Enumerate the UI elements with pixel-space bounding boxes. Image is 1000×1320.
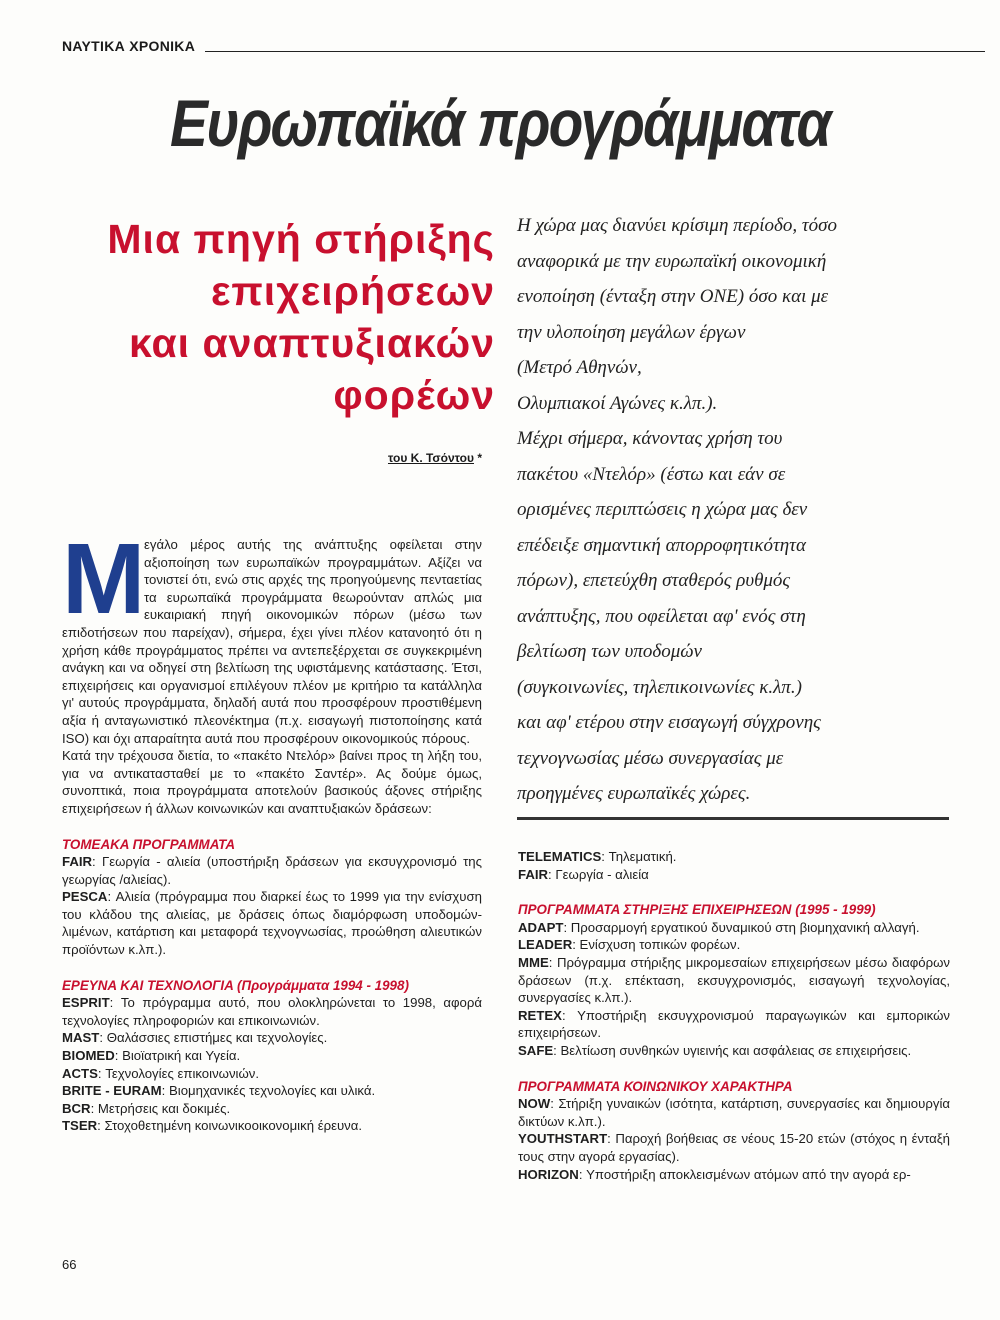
program-description: : Στήριξη γυναικών (ισότητα, κατάρτιση, συνεργασίες και δημιουργία δικτύων κ.λπ.). (518, 1096, 950, 1129)
program-code: SAFE (518, 1042, 554, 1058)
program-entry (518, 1095, 950, 1130)
program-description: : Πρόγραμμα στήριξης μικρομεσαίων επιχειρήσεων μέσω διαφόρων δράσεων (π.χ. επέκταση, εκσυγχρονισμός, εισαγωγή τεχνολογίας, συνεργασίες κ.λπ.). (518, 954, 950, 1006)
left-sections (62, 836, 482, 1136)
intro-line: βελτίωση των υποδομών (517, 641, 702, 662)
program-code: ADAPT (518, 919, 564, 935)
program-code: BRITE - EURAM (62, 1083, 162, 1099)
intro-line: (Μετρό Αθηνών, (517, 357, 642, 378)
program-entry (62, 853, 482, 888)
program-description: : Τηλεματική. (601, 849, 677, 864)
intro-line: επέδειξε σημαντική απορροφητικότητα (517, 534, 806, 556)
intro-line: Ολυμπιακοί Αγώνες κ.λπ.). (517, 392, 718, 414)
program-entry (62, 1082, 482, 1100)
program-description: : Στοχοθετημένη κοινωνικοοικονομική έρευνα. (97, 1118, 363, 1134)
program-code: FAIR (62, 854, 93, 870)
program-description: : Γεωργία - αλιεία (υποστήριξη δράσεων για εκσυγχρονισμό της γεωργίας /αλιείας). (62, 854, 482, 887)
program-description: : Προσαρμογή εργατικού δυναμικού στη βιομηχανική αλλαγή. (563, 919, 920, 935)
program-code: YOUTHSTART (518, 1131, 608, 1147)
program-description: : Βιοϊατρική και Υγεία. (114, 1048, 241, 1064)
intro-line: ανάπτυξης, που οφείλεται αφ' ενός στη (517, 605, 806, 627)
running-header: ΝΑΥΤΙΚΑ ΧΡΟΝΙΚΑ (62, 38, 196, 54)
section-heading: ΠΡΟΓΡΑΜΜΑΤΑ ΚΟΙΝΩΝΙΚΟΥ ΧΑΡΑΚΤΗΡΑ (518, 1078, 793, 1094)
intro-rule (517, 817, 949, 820)
intro-line: ορισμένες περιπτώσεις η χώρα μας δεν (517, 499, 808, 520)
section-heading: ΕΡΕΥΝΑ ΚΑΙ ΤΕΧΝΟΛΟΓΙΑ (Προγράμματα 1994 - 1998) (62, 977, 409, 993)
program-code: TSER (62, 1118, 98, 1134)
right-column (518, 848, 950, 1183)
right-sections (518, 901, 950, 1183)
left-column (62, 523, 482, 1135)
program-entry (62, 1047, 482, 1065)
intro-line: τεχνογνωσίας μέσω συνεργασίας με (517, 747, 784, 769)
program-code: NOW (518, 1096, 551, 1112)
intro-line: πακέτου «Ντελόρ» (έστω και εάν σε (517, 463, 786, 485)
program-code: BIOMED (62, 1048, 115, 1064)
subtitle-line: επιχειρήσεων (210, 268, 495, 314)
program-entry (62, 1065, 482, 1083)
program-entry (62, 1117, 482, 1135)
intro-line: προηγμένες ευρωπαϊκές χώρες. (517, 783, 751, 804)
program-code: BCR (62, 1100, 91, 1116)
program-description: : Αλιεία (πρόγραμμα που διαρκεί έως το 1999 για την ενίσχυση του κλάδου της αλιείας, με δράσεις όπως διαμόρφωση υποδομών-λιμένων, κατάρτιση και μεταφορά τεχνογνωσίας, προώθηση αλιευτικών προϊόντων κ.λπ.). (62, 889, 482, 958)
section-heading: ΤΟΜΕΑΚΑ ΠΡΟΓΡΑΜΜΑΤΑ (62, 836, 236, 852)
body-paragraph-text: εγάλο μέρος αυτής της ανάπτυξης οφείλεται στην αξιοποίηση των ευρωπαϊκών προγραμμάτων. Αξίζει να τονιστεί ότι, ενώ στις αρχές της προηγούμενης πενταετίας τα ευρωπαϊκά προγράμματα θεωρούνταν απλώς μια ευκαιριακή πηγή οικονομικών πόρων (μέσω των επιδοτήσεων που παρείχαν), σήμερα, έχει γίνει πλέον κατανοητό ότι η χρήση κάθε προγράμματος πρέπει να αντεπεξέρχεται σε συγκεκριμένη ανάγκη και να οδηγεί στη βελτίωση της υφιστάμενης κατάστασης. Έτσι, επιχειρήσεις και οργανισμοί επιλέγουν πλέον με κριτήριο τα κατάλληλα γι' αυτούς προγράμματα, δηλαδή αυτά που προσφέρουν προστιθέμενη αξία ή ανταγωνιστικό πλεονέκτημα (π.χ. εισαγωγή πιστοποίησης κατά ISO) και όχι απαραίτητα αυτά που προσφέρουν οικονομικούς πόρους. (62, 537, 482, 746)
program-description: : Θαλάσσιες επιστήμες και τεχνολογίες. (99, 1030, 328, 1046)
program-entry (518, 919, 950, 937)
program-description: : Ενίσχυση τοπικών φορέων. (572, 937, 741, 953)
program-description: : Παροχή βοήθειας σε νέους 15-20 ετών (στόχος η ένταξή τους στην αγορά εργασίας). (518, 1131, 950, 1164)
subtitle-line: Μια πηγή στήριξης (107, 216, 495, 262)
program-entry (518, 954, 950, 1007)
program-code: FAIR (518, 866, 549, 882)
intro-line: και αφ' ετέρου στην εισαγωγή σύγχρονης (517, 712, 821, 733)
program-entry (518, 1007, 950, 1042)
intro-line: Η χώρα μας διανύει κρίσιμη περίοδο, τόσο (517, 215, 838, 236)
page-number: 66 (62, 1257, 77, 1272)
intro-line: την υλοποίηση μεγάλων έργων (517, 321, 746, 343)
program-description: : Υποστήριξη αποκλεισμένων ατόμων από την αγορά ερ- (578, 1166, 911, 1182)
program-code: LEADER (518, 937, 573, 953)
program-entry (518, 848, 950, 866)
article-subtitle (95, 213, 495, 421)
program-entry (62, 994, 482, 1029)
program-code: MAST (62, 1030, 100, 1046)
intro-line: Μέχρι σήμερα, κάνοντας χρήση του (517, 428, 783, 449)
program-entry (62, 888, 482, 958)
program-description: : Μετρήσεις και δοκιμές. (90, 1100, 231, 1116)
program-entry (62, 1100, 482, 1118)
intro-line: πόρων), επετεύχθη σταθερός ρυθμός (517, 570, 791, 591)
program-code: RETEX (518, 1007, 562, 1023)
program-description: : Το πρόγραμμα αυτό, που ολοκληρώνεται το 1998, αφορά τεχνολογίες πληροφοριών και επικοινωνιών. (62, 995, 482, 1028)
body-paragraph (62, 523, 482, 747)
program-code: ACTS (62, 1065, 98, 1081)
program-code: ESPRIT (62, 995, 110, 1011)
byline (300, 451, 482, 465)
program-entry (518, 1130, 950, 1165)
program-entry (518, 1166, 950, 1184)
intro-line: αναφορικά με την ευρωπαϊκή οικονομική (517, 250, 827, 272)
intro-column (517, 208, 947, 812)
article-title: Ευρωπαϊκά προγράμματα (170, 86, 830, 160)
byline-mark: * (477, 451, 482, 465)
program-code: TELEMATICS (518, 849, 602, 864)
program-entry (518, 1042, 950, 1060)
intro-line: ενοποίηση (ένταξη στην ΟΝΕ) όσο και με (517, 286, 829, 307)
program-entry (62, 1029, 482, 1047)
body-paragraph: Κατά την τρέχουσα διετία, το «πακέτο Ντελόρ» βαίνει προς τη λήξη του, για να αντικατασταθεί με το «πακέτο Σαντέρ». Ας δούμε όμως, συνοπτικά, ποια προγράμματα αποτελούν βασικούς άξονες στήριξης επιχειρήσεων ή άλλων κοινωνικών και αναπτυξιακών δράσεων: (62, 748, 482, 816)
byline-author: του Κ. Τσόντου (387, 451, 474, 465)
program-entry (518, 936, 950, 954)
header-rule (205, 51, 985, 52)
intro-line: (συγκοινωνίες, τηλεπικοινωνίες κ.λπ.) (517, 676, 802, 698)
program-description: : Βιομηχανικές τεχνολογίες και υλικά. (161, 1083, 376, 1099)
program-description: : Γεωργία - αλιεία (548, 866, 649, 882)
drop-cap: Μ (62, 523, 146, 635)
program-code: PESCA (62, 889, 108, 905)
subtitle-line: φορέων (333, 372, 495, 418)
section-heading: ΠΡΟΓΡΑΜΜΑΤΑ ΣΤΗΡΙΞΗΣ ΕΠΙΧΕΙΡΗΣΕΩΝ (1995 - 1999) (518, 902, 876, 918)
program-description: : Τεχνολογίες επικοινωνιών. (97, 1065, 260, 1081)
program-code: MME (518, 954, 549, 970)
program-code: HORIZON (518, 1166, 579, 1182)
right-top-entries (518, 848, 950, 883)
program-description: : Υποστήριξη εκσυγχρονισμού παραγωγικών και εμπορικών επιχειρήσεων. (518, 1007, 950, 1041)
program-description: : Βελτίωση συνθηκών υγιεινής και ασφάλειας σε επιχειρήσεις. (553, 1042, 912, 1058)
subtitle-line: και αναπτυξιακών (128, 320, 495, 366)
program-entry (518, 866, 950, 884)
